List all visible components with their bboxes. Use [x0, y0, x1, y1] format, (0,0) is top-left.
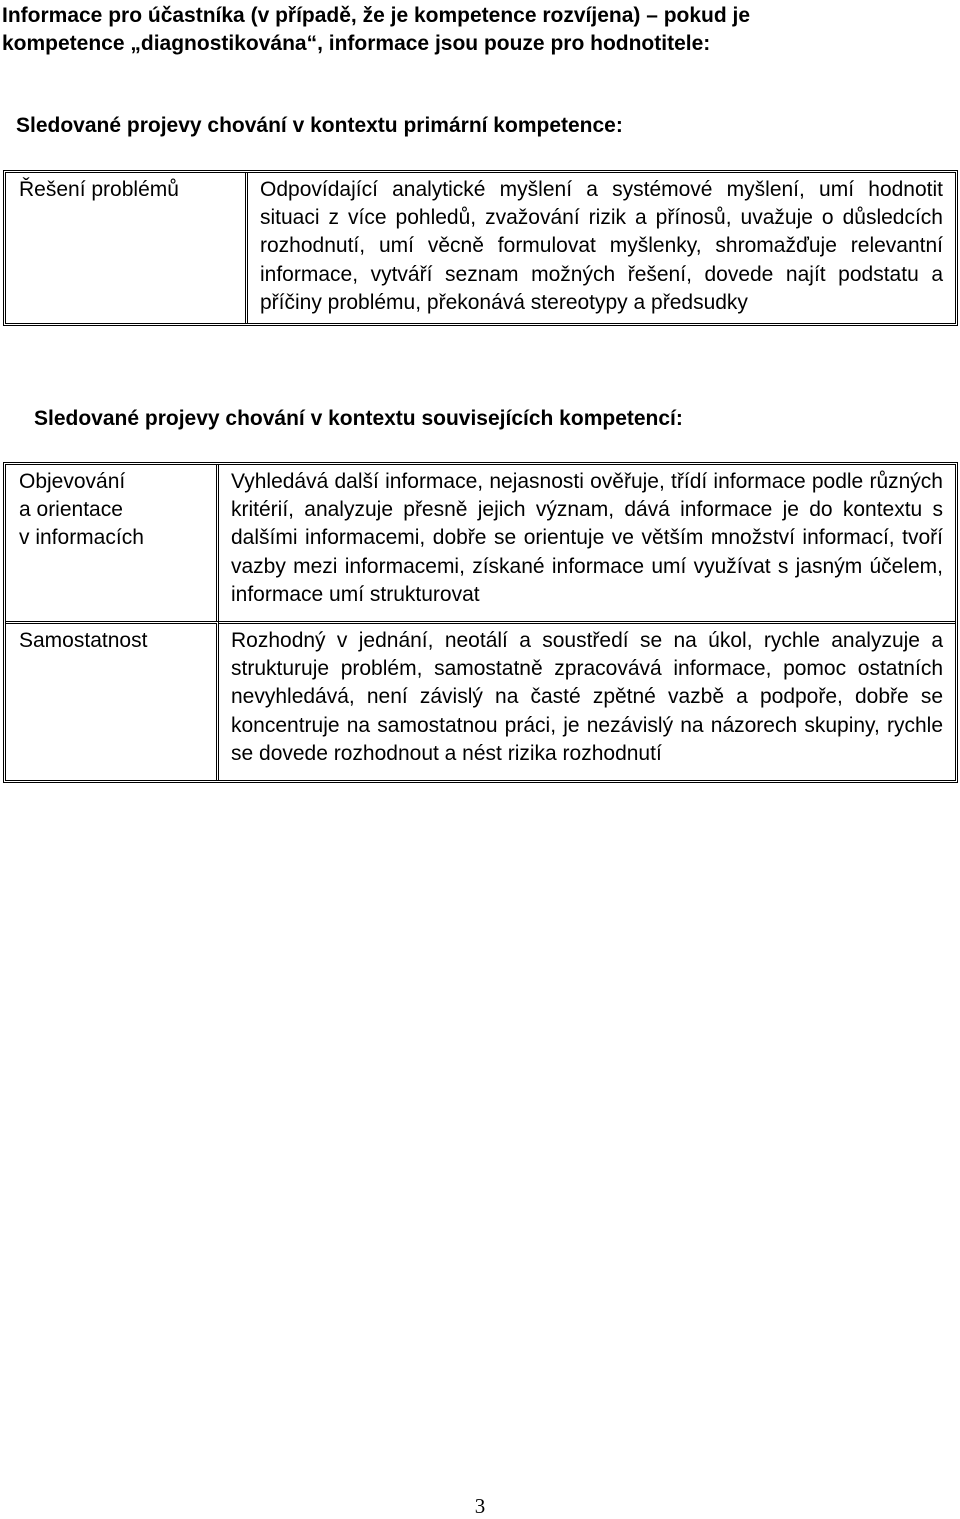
competence-description-cell: Odpovídající analytické myšlení a systémové myšlení, umí hodnotit situaci z více pohledů, zvažování rizik a přínosů, uvažuje o důsledcích rozhodnutí, umí věcně formulovat myšlenky, shromažďuje relevantní informace, vytváří seznam možných řešení, dovede najít podstatu a příčiny problému, překonává stereotypy a předsudky [260, 178, 943, 314]
competence-name-line: Samostatnost [19, 629, 148, 653]
table-row [6, 465, 955, 621]
competence-name-line: v informacích [19, 526, 144, 550]
competence-description-cell: Vyhledává další informace, nejasnosti ověřuje, třídí informace podle různých kritérií, analyzuje přesně jejich význam, dává informace je do kontextu s dalšími informacemi, dobře se orientuje ve větším množství informací, tvoří vazby mezi informacemi, získané informace umí využívat s jasným účelem, informace umí strukturovat [231, 470, 943, 606]
competence-name-cell [6, 465, 219, 621]
intro-line-2: kompetence „diagnostikována“, informace jsou pouze pro hodnotitele: [2, 32, 711, 55]
related-competences-table [3, 462, 958, 783]
competence-name-cell: Řešení problémů [6, 173, 248, 323]
primary-competence-heading: Sledované projevy chování v kontextu primární kompetence: [16, 114, 623, 137]
competence-name-cell [6, 621, 219, 780]
primary-competence-table [3, 170, 958, 326]
intro-heading [2, 2, 952, 58]
table-row [6, 621, 955, 780]
intro-line-1: Informace pro účastníka (v případě, že je kompetence rozvíjena) – pokud je [2, 4, 751, 27]
competence-description-cell: Rozhodný v jednání, neotálí a soustředí se na úkol, rychle analyzuje a strukturuje problém, samostatně zpracovává informace, pomoc ostatních nevyhledává, není závislý na časté zpětné vazbě a podpoře, dobře se koncentruje na samostatnou práci, je nezávislý na názorech skupiny, rychle se dovede rozhodnout a nést rizika rozhodnutí [219, 621, 955, 780]
competence-name-line: Objevování [19, 470, 126, 493]
page-number: 3 [474, 1494, 486, 1518]
related-competences-heading: Sledované projevy chování v kontextu souvisejících kompetencí: [34, 407, 683, 430]
table-row [6, 173, 955, 323]
competence-name-line: a orientace [19, 498, 123, 522]
